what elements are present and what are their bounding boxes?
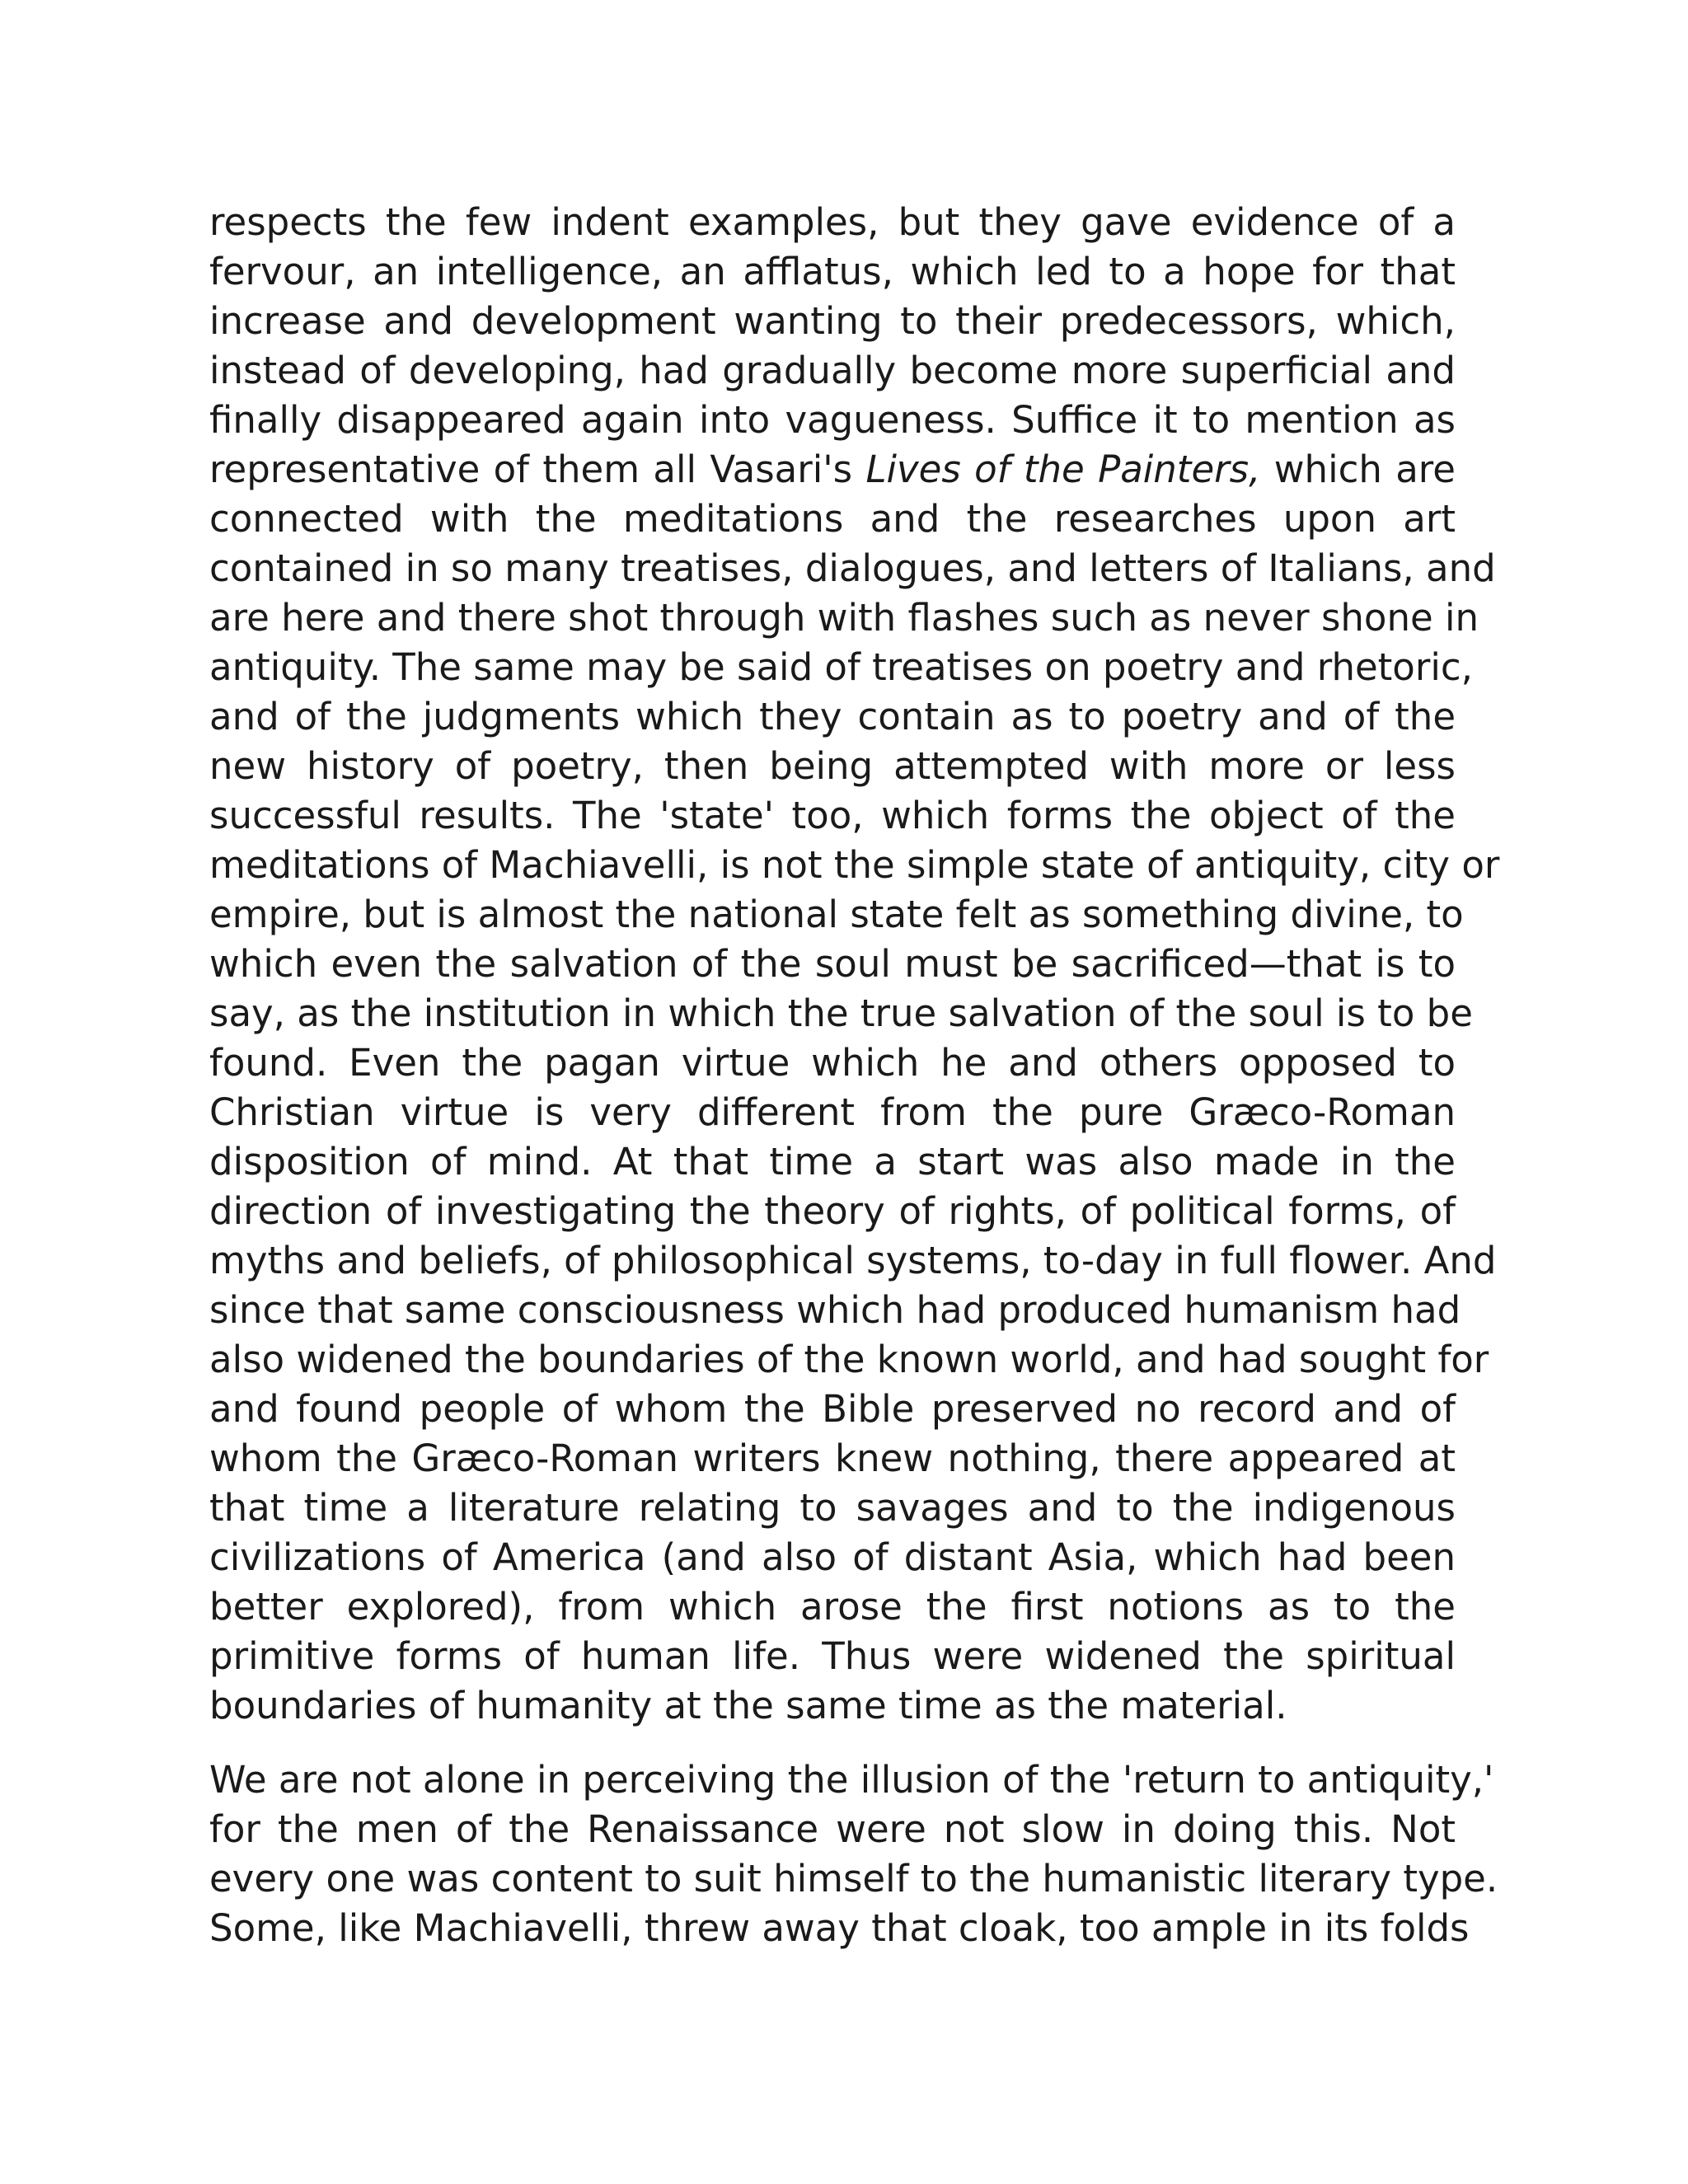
text-line: better explored), from which arose the first notions as to the <box>209 1585 1456 1629</box>
text-line: found. Even the pagan virtue which he and others opposed to <box>209 1041 1456 1085</box>
text-line: and found people of whom the Bible preserved no record and of <box>209 1387 1456 1431</box>
text-line: successful results. The 'state' too, which forms the object of the <box>209 794 1456 837</box>
text-line: myths and beliefs, of philosophical systems, to-day in full flower. And <box>209 1239 1497 1282</box>
text-line: Some, like Machiavelli, threw away that cloak, too ample in its folds <box>209 1906 1470 1950</box>
text-line: connected with the meditations and the researches upon art <box>209 497 1456 541</box>
text-line: primitive forms of human life. Thus were widened the spiritual <box>209 1634 1456 1678</box>
text-line: Christian virtue is very different from the pure Græco-Roman <box>209 1090 1456 1134</box>
text-line: empire, but is almost the national state felt as something divine, to <box>209 893 1464 936</box>
text-line: whom the Græco-Roman writers knew nothing, there appeared at <box>209 1436 1456 1480</box>
body-text <box>209 198 1500 1953</box>
text-line: which even the salvation of the soul must be sacrificed—that is to <box>209 942 1456 986</box>
text-line: increase and development wanting to their predecessors, which, <box>209 299 1456 343</box>
text-line: every one was content to suit himself to the humanistic literary type. <box>209 1857 1498 1900</box>
paragraph <box>209 1755 1498 1953</box>
text-line: and of the judgments which they contain as to poetry and of the <box>209 695 1456 738</box>
book-title: Lives of the Painters, <box>865 448 1261 491</box>
text-line: antiquity. The same may be said of treatises on poetry and rhetoric, <box>209 645 1473 689</box>
text-line: civilizations of America (and also of distant Asia, which had been <box>209 1535 1456 1579</box>
text-line: direction of investigating the theory of rights, of political forms, of <box>209 1189 1456 1233</box>
paragraph <box>209 198 1500 1731</box>
text-line <box>209 445 1456 494</box>
text-line: boundaries of humanity at the same time as the material. <box>209 1684 1287 1727</box>
text-line: meditations of Machiavelli, is not the simple state of antiquity, city or <box>209 843 1500 887</box>
text-line: are here and there shot through with flashes such as never shone in <box>209 596 1479 640</box>
text-line: disposition of mind. At that time a start was also made in the <box>209 1140 1456 1183</box>
text-line: instead of developing, had gradually become more superficial and <box>209 349 1456 392</box>
text-line: say, as the institution in which the true salvation of the soul is to be <box>209 991 1473 1035</box>
text-line: new history of poetry, then being attempted with more or less <box>209 744 1456 788</box>
text-line: that time a literature relating to savages and to the indigenous <box>209 1486 1456 1530</box>
paragraph-gap <box>209 1731 1456 1755</box>
text-line: respects the few indent examples, but they gave evidence of a <box>209 200 1456 244</box>
text-line: contained in so many treatises, dialogues, and letters of Italians, and <box>209 546 1496 590</box>
text-line: finally disappeared again into vagueness. Suffice it to mention as <box>209 398 1456 442</box>
text-line: also widened the boundaries of the known world, and had sought for <box>209 1338 1489 1381</box>
text-line: for the men of the Renaissance were not slow in doing this. Not <box>209 1807 1456 1851</box>
text-line: fervour, an intelligence, an afflatus, which led to a hope for that <box>209 250 1456 293</box>
text-line: We are not alone in perceiving the illusion of the 'return to antiquity,' <box>209 1758 1494 1802</box>
text-run: representative of them all Vasari's <box>209 448 866 491</box>
text-run: which are <box>1260 448 1456 491</box>
text-line: since that same consciousness which had produced humanism had <box>209 1288 1461 1332</box>
